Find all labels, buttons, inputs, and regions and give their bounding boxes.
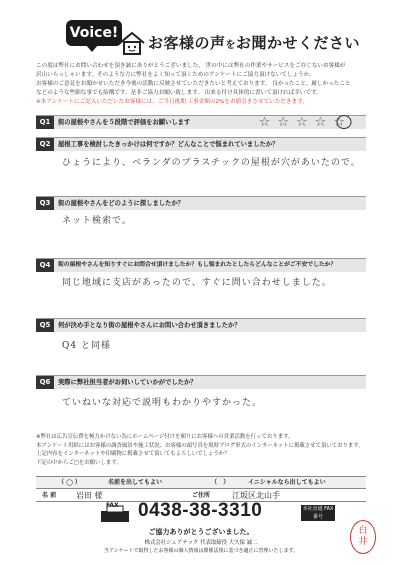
option-marker[interactable]: （ ） [211, 479, 230, 486]
question-number: Q4 [36, 259, 54, 272]
note-line: 下記の中からご□をお願いします。 [36, 459, 122, 466]
title-part-3: を [225, 40, 237, 51]
question-q4 [36, 258, 366, 313]
name-label: 名 前 [42, 492, 57, 499]
question-text: 街の屋根やさんを知りすぐにお問合せ頂けましたか？もし悩まれたとしたらどんなことがご不安でしたか？ [58, 262, 337, 268]
voice-badge: Voice! [66, 20, 122, 46]
question-header [36, 137, 366, 151]
answer-text: Q4 と同様 [62, 341, 111, 351]
publication-note [36, 433, 366, 467]
question-text: 実際に弊社担当者がお伺いしていかがでしたか？ [58, 379, 197, 386]
answer-text: 同じ地域に支店があったので、すぐに問い合わせしました。 [62, 278, 332, 288]
note-line: 上記内容をインターネットや印刷物に掲載させて頂いてもよろしいでしょうか？ [36, 451, 230, 458]
question-number: Q5 [36, 319, 54, 332]
privacy-note: 当アンケートで取得したお客様の個人情報は関係法規に基づき適正に管理いたします。 [103, 548, 299, 554]
fax-label: FAX [106, 502, 119, 509]
rating-circle-mark [336, 114, 352, 130]
answer-text: ていねいな対応で説明もわかりやすかった。 [62, 398, 263, 408]
question-text: 屋根工事を検討したきっかけは何ですか？どんなことで悩まれていましたか？ [58, 141, 279, 148]
question-text: 街の屋根やさんをどのように探しましたか？ [58, 200, 184, 207]
note-line: ※弊社は広告宣伝費を極力かけない為にホームページ付けを頼りにお客様への営業活動を行っております。 [36, 434, 294, 440]
question-text: 何が決め手となり街の屋根やさんにお問い合わせ頂きましたか？ [58, 322, 241, 329]
name-seal-stamp [350, 520, 376, 554]
question-q2 [36, 137, 366, 187]
fax-direct-badge: 本社直通 FAX 番号 [302, 506, 334, 520]
title-part-2: 声 [210, 34, 226, 52]
consent-options-row [36, 476, 366, 488]
title-part-1: お客様の [148, 34, 211, 52]
address-value[interactable]: 江坂区北山手 [232, 491, 280, 500]
fax-section [36, 500, 366, 525]
question-number: Q1 [36, 116, 54, 129]
question-q6 [36, 375, 366, 430]
question-q1 [36, 115, 366, 135]
thanks-message: ご協力ありがとうございました。 [148, 528, 254, 536]
survey-header [0, 0, 400, 62]
question-header [36, 115, 366, 129]
page-title [148, 32, 360, 53]
question-text: 街の屋根やさんを５段階で評価をお願いします [58, 119, 191, 126]
option-marker[interactable]: （ ◯ ） [58, 479, 81, 486]
name-value[interactable]: 岩田 様 [76, 491, 103, 500]
intro-line: 沢山いらっしゃいます。そのような方に弊社をよく知って頂くためのアンケートにご協力頂けないでしょうか。 [36, 72, 315, 78]
intro-line: などのような些細な事でも結構です。是非ご協力お願い致します。 出来る付け具体的に書いて頂ければ幸いです。 [36, 90, 322, 96]
footer [36, 527, 366, 554]
house-icon [118, 30, 146, 56]
consent-form [36, 476, 366, 502]
title-part-4: お聞かせください [236, 34, 361, 52]
question-header [36, 196, 366, 210]
intro-line: この度は弊社にお問い合わせを頂き誠にありがとうございました。 世の中には弊社の作業やサービスをご存じないお客様が [36, 63, 346, 69]
question-q3 [36, 196, 366, 246]
seal-text: 白 井 [358, 526, 368, 547]
question-number: Q3 [36, 197, 54, 210]
intro-text [36, 62, 366, 107]
question-header [36, 258, 366, 272]
fax-number: 0438-38-3310 [138, 500, 263, 521]
question-header [36, 375, 366, 389]
address-label: ご住所 [192, 492, 211, 499]
intro-line: お客様のご意見をお聞かせいただき今後の活動に反映させていただきたいと考えております。 良かったこと、厳しかったこと [36, 81, 351, 87]
note-line: 本アンケート用紙にはお客様の調査風景や施工状況、お客様の頭写真を現時ブログ形式のインターネットに掲載させて頂いております。 [36, 442, 364, 449]
question-header [36, 318, 366, 332]
company-info: 株式会社シェアテック 代表取締役 大久保 誠二 [144, 540, 258, 546]
question-number: Q6 [36, 376, 54, 389]
question-q5 [36, 318, 366, 368]
answer-text: ひょうにより、ベランダのプラスチックの屋根が穴があいたので。 [62, 158, 361, 168]
intro-discount-note: ※本アンケートにご記入いただいたお客様には、ご当日後期 工事金額の2%をお値引きさせていただきます。 [36, 99, 308, 105]
option-initial-ok[interactable]: イニシャルなら出してもよい [248, 479, 326, 486]
answer-text: ネット検索で。 [62, 216, 132, 226]
option-name-ok[interactable]: 名前を出してもよい [108, 479, 163, 486]
question-number: Q2 [36, 138, 54, 151]
rating-stars[interactable]: ☆☆☆☆☆ [258, 115, 352, 130]
